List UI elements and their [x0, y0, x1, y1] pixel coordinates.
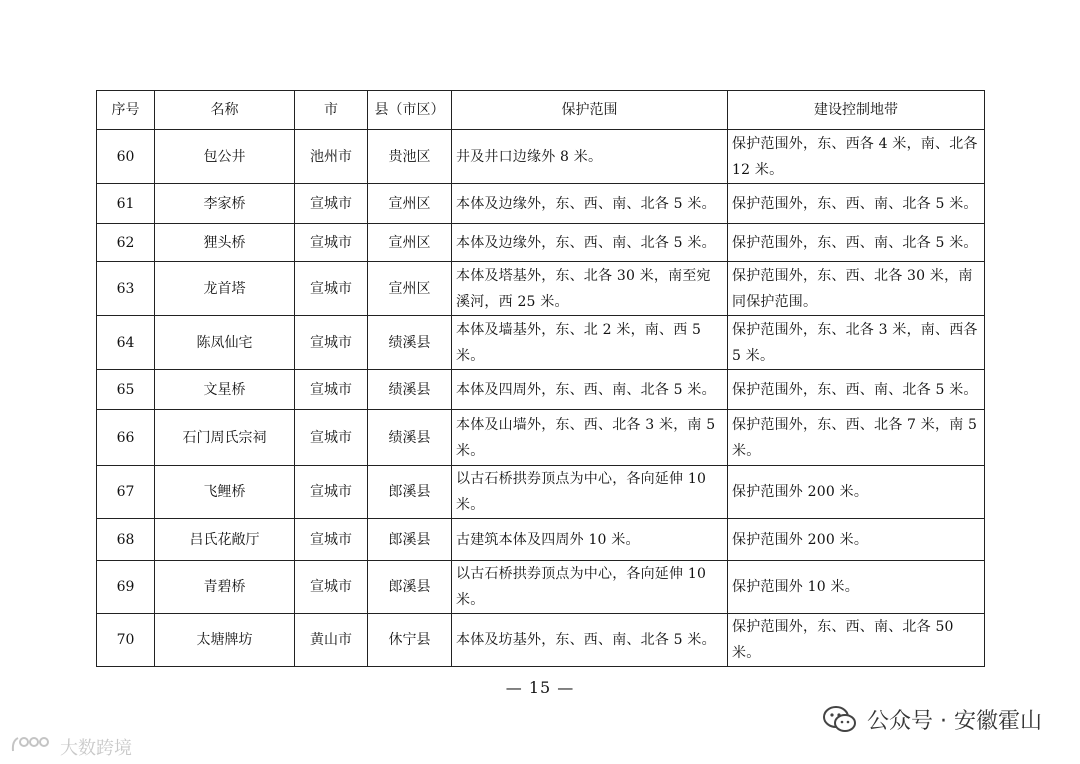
table-header-row — [97, 91, 985, 130]
row-control-zone: 保护范围外，东、西各 4 米，南、北各 12 米。 — [728, 130, 985, 184]
row-county: 郎溪县 — [368, 561, 452, 614]
row-control-zone: 保护范围外，东、西、南、北各 5 米。 — [728, 184, 985, 224]
row-city: 宣城市 — [295, 224, 368, 262]
row-protection-range: 本体及坊基外，东、西、南、北各 5 米。 — [452, 614, 728, 667]
row-county: 绩溪县 — [368, 370, 452, 410]
row-seq: 69 — [97, 561, 155, 614]
row-city: 宣城市 — [295, 466, 368, 519]
table-row — [97, 561, 985, 614]
row-county: 宣州区 — [368, 224, 452, 262]
row-protection-range: 以古石桥拱券顶点为中心，各向延伸 10 米。 — [452, 466, 728, 519]
dashuju-logo-icon — [10, 733, 56, 760]
table-row — [97, 262, 985, 316]
row-protection-range: 古建筑本体及四周外 10 米。 — [452, 519, 728, 561]
heritage-protection-table — [96, 90, 985, 667]
table-row — [97, 410, 985, 466]
row-seq: 60 — [97, 130, 155, 184]
table-row — [97, 614, 985, 667]
row-control-zone: 保护范围外，东、西、南、北各 50 米。 — [728, 614, 985, 667]
table-row — [97, 316, 985, 370]
header-county: 县（市区） — [368, 91, 452, 130]
row-protection-range: 本体及塔基外，东、北各 30 米，南至宛溪河，西 25 米。 — [452, 262, 728, 316]
watermark-left — [10, 733, 132, 760]
row-name: 石门周氏宗祠 — [155, 410, 295, 466]
table-row — [97, 224, 985, 262]
page-number: — 15 — — [505, 678, 575, 697]
row-protection-range: 本体及边缘外，东、西、南、北各 5 米。 — [452, 184, 728, 224]
row-name: 青碧桥 — [155, 561, 295, 614]
row-control-zone: 保护范围外，东、西、北各 30 米，南同保护范围。 — [728, 262, 985, 316]
row-seq: 66 — [97, 410, 155, 466]
table-row — [97, 130, 985, 184]
row-city: 池州市 — [295, 130, 368, 184]
row-county: 郎溪县 — [368, 519, 452, 561]
row-city: 宣城市 — [295, 262, 368, 316]
watermark-left-text: 大数跨境 — [60, 737, 132, 759]
row-protection-range: 本体及边缘外，东、西、南、北各 5 米。 — [452, 224, 728, 262]
row-county: 宣州区 — [368, 262, 452, 316]
row-name: 太塘牌坊 — [155, 614, 295, 667]
row-name: 飞鲤桥 — [155, 466, 295, 519]
row-control-zone: 保护范围外，东、北各 3 米，南、西各 5 米。 — [728, 316, 985, 370]
table-row — [97, 466, 985, 519]
row-county: 贵池区 — [368, 130, 452, 184]
row-protection-range: 本体及山墙外，东、西、北各 3 米，南 5 米。 — [452, 410, 728, 466]
row-city: 宣城市 — [295, 184, 368, 224]
row-protection-range: 本体及四周外，东、西、南、北各 5 米。 — [452, 370, 728, 410]
row-name: 文星桥 — [155, 370, 295, 410]
row-seq: 63 — [97, 262, 155, 316]
row-seq: 62 — [97, 224, 155, 262]
row-control-zone: 保护范围外 200 米。 — [728, 466, 985, 519]
row-city: 宣城市 — [295, 370, 368, 410]
row-city: 宣城市 — [295, 519, 368, 561]
row-protection-range: 以古石桥拱券顶点为中心，各向延伸 10 米。 — [452, 561, 728, 614]
wechat-icon — [823, 705, 857, 735]
header-seq: 序号 — [97, 91, 155, 130]
row-city: 宣城市 — [295, 316, 368, 370]
row-name: 李家桥 — [155, 184, 295, 224]
table-row — [97, 519, 985, 561]
row-county: 郎溪县 — [368, 466, 452, 519]
row-name: 吕氏花敞厅 — [155, 519, 295, 561]
row-seq: 70 — [97, 614, 155, 667]
row-name: 包公井 — [155, 130, 295, 184]
row-county: 休宁县 — [368, 614, 452, 667]
watermark-right — [823, 704, 1042, 735]
row-county: 绩溪县 — [368, 316, 452, 370]
row-control-zone: 保护范围外 200 米。 — [728, 519, 985, 561]
header-protection-range: 保护范围 — [452, 91, 728, 130]
row-seq: 64 — [97, 316, 155, 370]
row-city: 宣城市 — [295, 410, 368, 466]
row-name: 陈凤仙宅 — [155, 316, 295, 370]
row-control-zone: 保护范围外 10 米。 — [728, 561, 985, 614]
watermark-right-text: 公众号 · 安徽霍山 — [867, 709, 1042, 734]
row-name: 狸头桥 — [155, 224, 295, 262]
row-control-zone: 保护范围外，东、西、南、北各 5 米。 — [728, 224, 985, 262]
header-construction-control-zone: 建设控制地带 — [728, 91, 985, 130]
row-control-zone: 保护范围外，东、西、北各 7 米，南 5 米。 — [728, 410, 985, 466]
row-control-zone: 保护范围外，东、西、南、北各 5 米。 — [728, 370, 985, 410]
row-protection-range: 本体及墙基外，东、北 2 米，南、西 5 米。 — [452, 316, 728, 370]
row-city: 黄山市 — [295, 614, 368, 667]
row-name: 龙首塔 — [155, 262, 295, 316]
row-seq: 68 — [97, 519, 155, 561]
row-city: 宣城市 — [295, 561, 368, 614]
row-seq: 61 — [97, 184, 155, 224]
row-county: 宣州区 — [368, 184, 452, 224]
table-row — [97, 184, 985, 224]
row-seq: 65 — [97, 370, 155, 410]
table-row — [97, 370, 985, 410]
header-city: 市 — [295, 91, 368, 130]
row-seq: 67 — [97, 466, 155, 519]
row-protection-range: 井及井口边缘外 8 米。 — [452, 130, 728, 184]
row-county: 绩溪县 — [368, 410, 452, 466]
header-name: 名称 — [155, 91, 295, 130]
